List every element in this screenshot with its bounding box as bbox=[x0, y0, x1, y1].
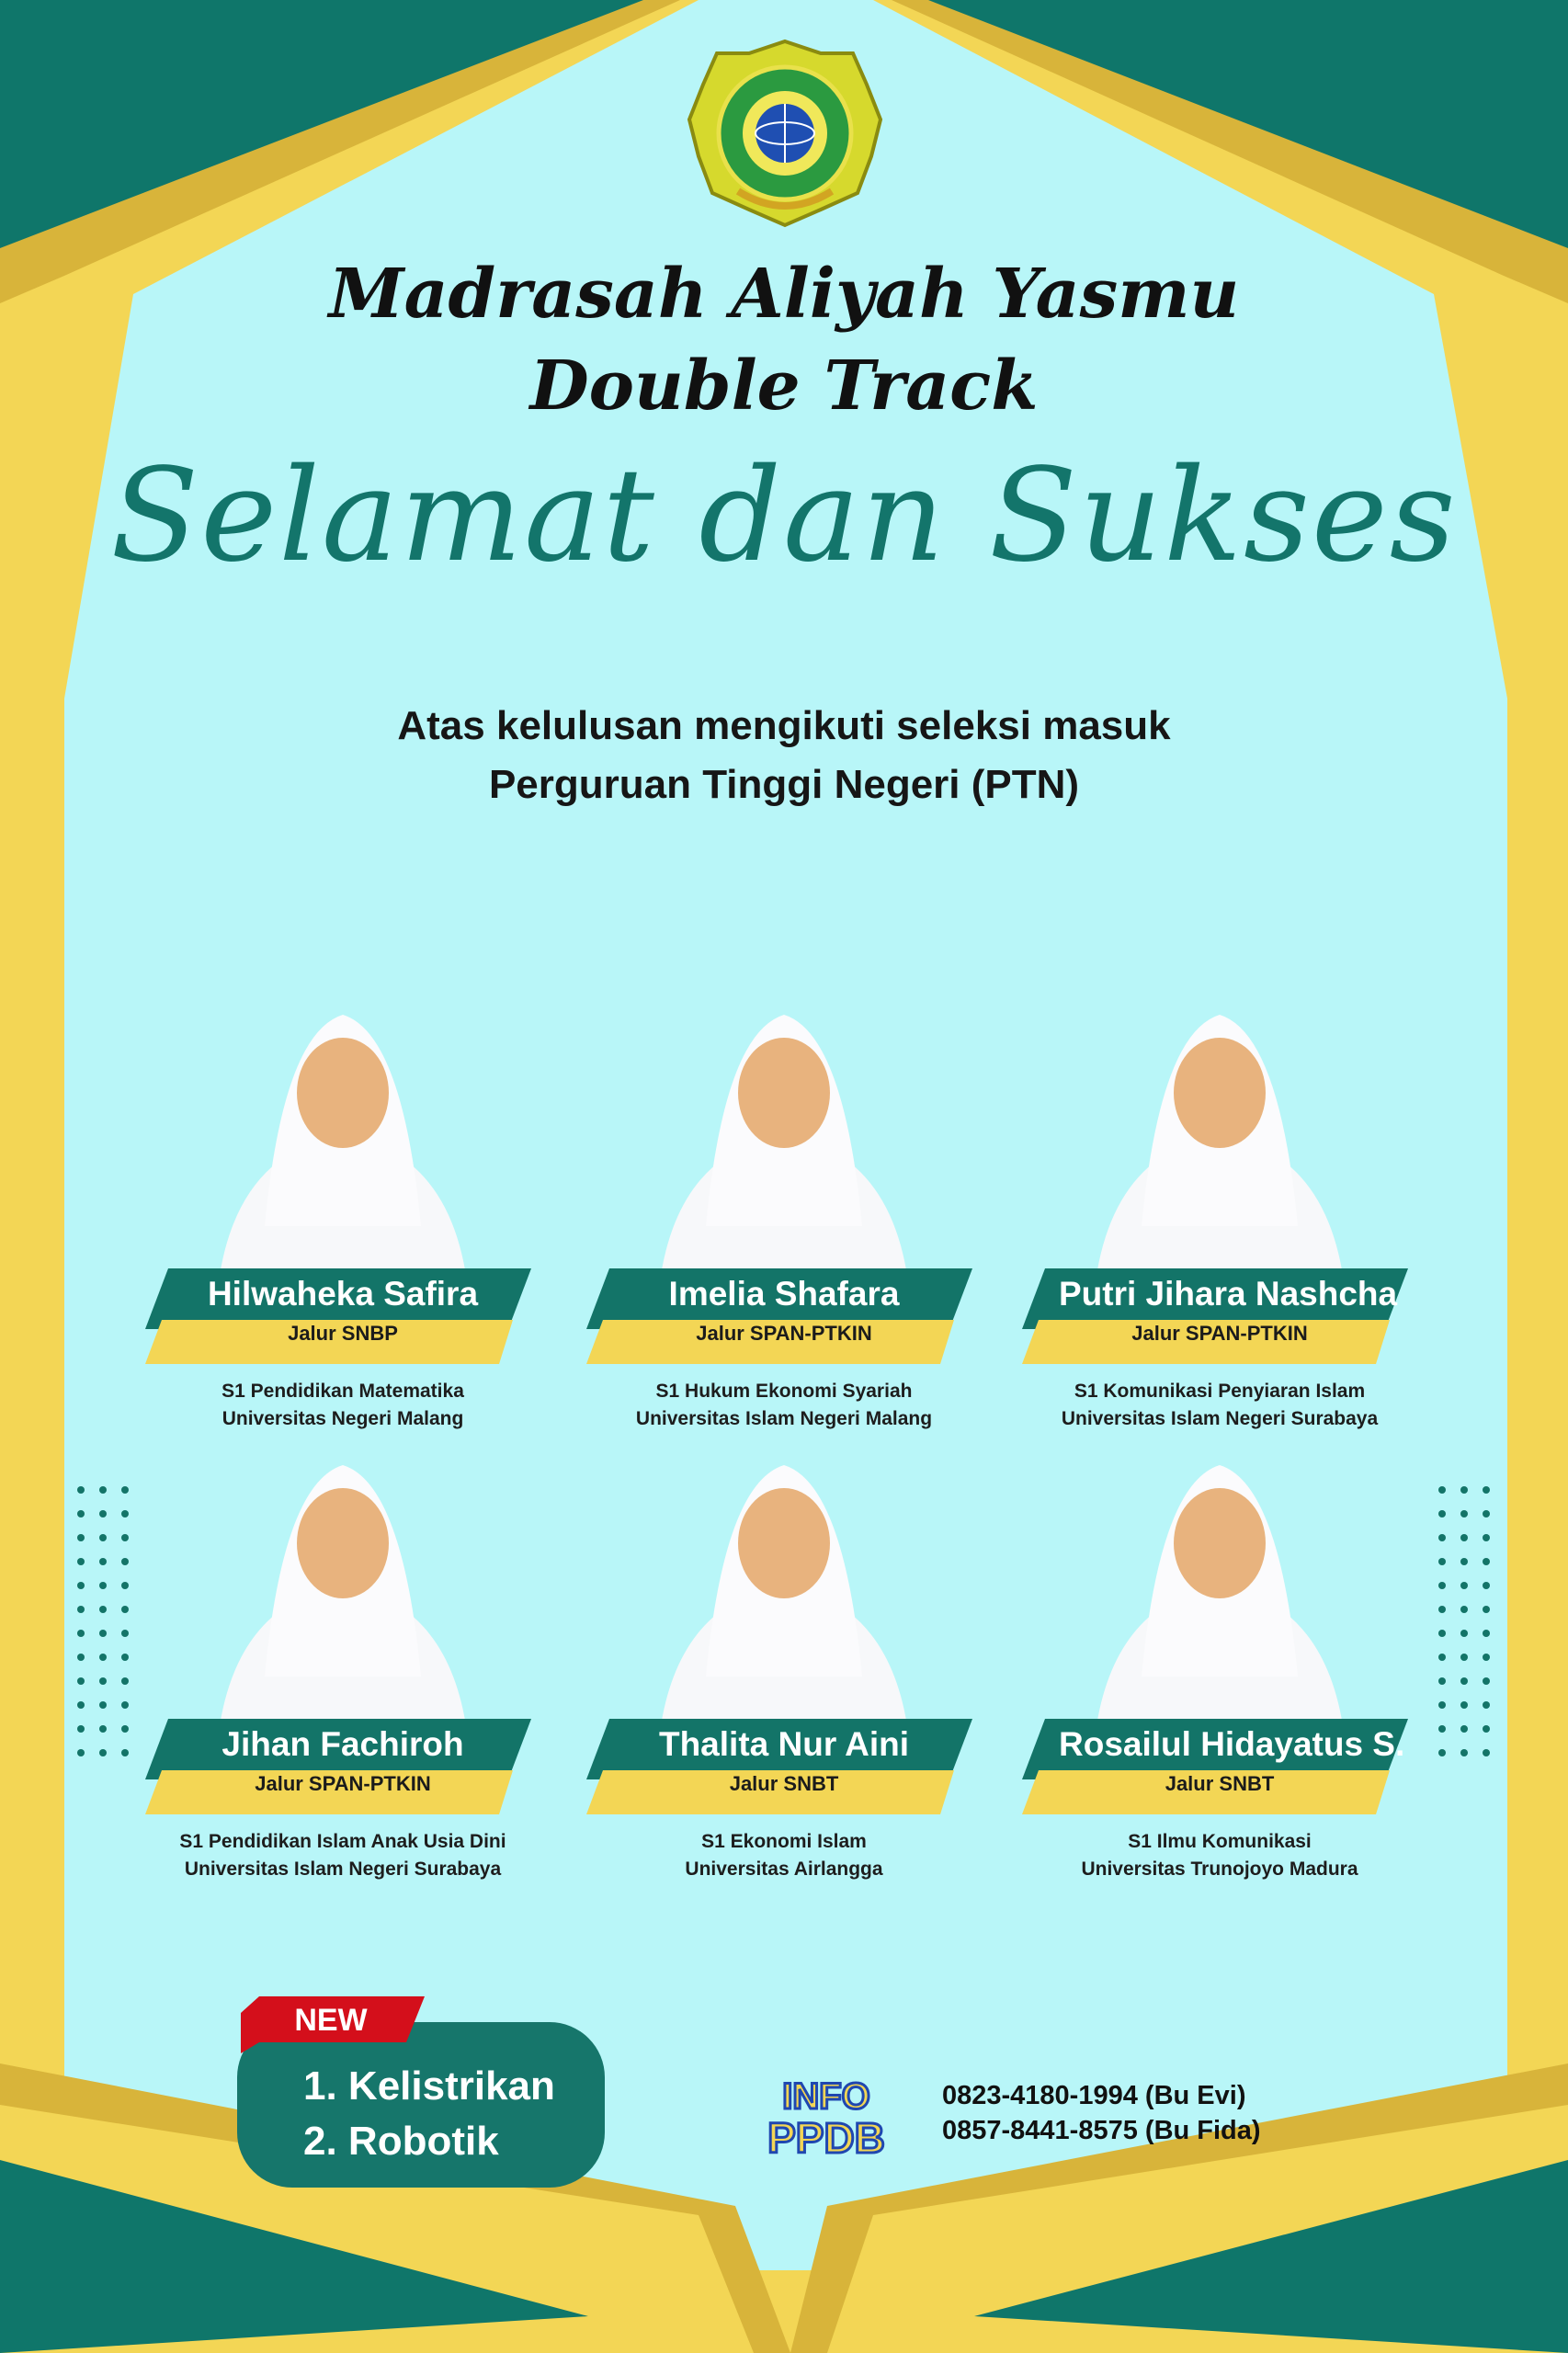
title-line-2: Double Track bbox=[529, 347, 1039, 426]
school-logo bbox=[683, 37, 887, 230]
info-ppdb-logo bbox=[728, 2070, 925, 2158]
congratulations-script: Selamat dan Sukses bbox=[110, 441, 1458, 591]
student-photo-3 bbox=[1077, 996, 1362, 1281]
student-card-4 bbox=[145, 1447, 540, 1961]
student-program: S1 Ilmu Komunikasi bbox=[1128, 1831, 1312, 1852]
subtitle-line-1: Atas kelulusan mengikuti seleksi masuk bbox=[397, 703, 1171, 748]
student-university: Universitas Airlangga bbox=[685, 1859, 883, 1880]
student-photo-4 bbox=[200, 1447, 485, 1732]
student-university: Universitas Islam Negeri Surabaya bbox=[184, 1859, 502, 1880]
dots-left-decoration bbox=[75, 1484, 131, 1760]
student-card-1 bbox=[145, 996, 540, 1511]
student-card-5 bbox=[586, 1447, 982, 1961]
student-jalur: Jalur SPAN-PTKIN bbox=[696, 1322, 872, 1345]
student-university: Universitas Negeri Malang bbox=[222, 1408, 464, 1429]
student-name: Putri Jihara Nashcha bbox=[1059, 1275, 1398, 1313]
student-university: Universitas Islam Negeri Malang bbox=[635, 1408, 933, 1429]
student-jalur: Jalur SNBP bbox=[288, 1322, 398, 1345]
student-name: Hilwaheka Safira bbox=[207, 1275, 479, 1313]
student-jalur: Jalur SNBT bbox=[1165, 1772, 1275, 1795]
new-badge bbox=[241, 1996, 425, 2053]
student-photo-2 bbox=[642, 996, 926, 1281]
subtitle-line-2: Perguruan Tinggi Negeri (PTN) bbox=[488, 762, 1080, 807]
title-line-1: Madrasah Aliyah Yasmu bbox=[328, 255, 1240, 334]
school-title bbox=[0, 248, 1568, 432]
contact-phone-1: 0823-4180-1994 (Bu Evi) bbox=[942, 2081, 1246, 2110]
student-name: Thalita Nur Aini bbox=[658, 1725, 910, 1763]
student-program: S1 Pendidikan Matematika bbox=[222, 1381, 464, 1402]
student-name: Rosailul Hidayatus S. bbox=[1059, 1725, 1405, 1763]
student-program: S1 Pendidikan Islam Anak Usia Dini bbox=[179, 1831, 506, 1852]
student-card-3 bbox=[1022, 996, 1417, 1511]
student-name: Imelia Shafara bbox=[668, 1275, 900, 1313]
ppdb-text: PPDB bbox=[767, 2114, 885, 2158]
student-university: Universitas Trunojoyo Madura bbox=[1081, 1859, 1358, 1880]
student-university: Universitas Islam Negeri Surabaya bbox=[1061, 1408, 1379, 1429]
student-photo-6 bbox=[1077, 1447, 1362, 1732]
student-photo-1 bbox=[200, 996, 485, 1281]
student-program: S1 Ekonomi Islam bbox=[701, 1831, 867, 1852]
student-program: S1 Hukum Ekonomi Syariah bbox=[655, 1381, 913, 1402]
subtitle bbox=[0, 697, 1568, 814]
program-item-1: 1. Kelistrikan bbox=[303, 2063, 555, 2109]
student-jalur: Jalur SNBT bbox=[729, 1772, 839, 1795]
student-jalur: Jalur SPAN-PTKIN bbox=[1131, 1322, 1308, 1345]
contact-phone-2: 0857-8441-8575 (Bu Fida) bbox=[942, 2116, 1261, 2145]
student-photo-5 bbox=[642, 1447, 926, 1732]
student-program: S1 Komunikasi Penyiaran Islam bbox=[1074, 1381, 1366, 1402]
student-card-2 bbox=[586, 996, 982, 1511]
dots-right-decoration bbox=[1437, 1484, 1492, 1760]
new-badge-text: NEW bbox=[294, 2003, 368, 2038]
info-text: INFO bbox=[782, 2076, 870, 2117]
student-name: Jihan Fachiroh bbox=[222, 1725, 464, 1763]
student-card-6 bbox=[1022, 1447, 1417, 1961]
student-jalur: Jalur SPAN-PTKIN bbox=[255, 1772, 431, 1795]
program-item-2: 2. Robotik bbox=[303, 2119, 499, 2164]
